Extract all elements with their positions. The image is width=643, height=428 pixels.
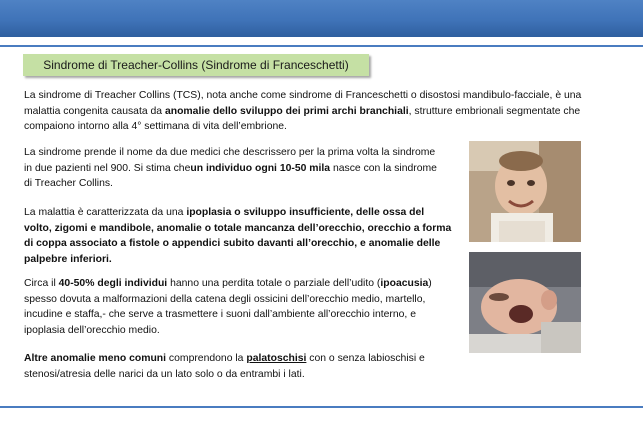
header-divider [0, 45, 643, 47]
text: La sindrome di Treacher Collins (TCS), nota anche come sindrome di Franceschetti o disostosi mandibulo-facciale, è una malattia congenita causata da [24, 90, 582, 117]
slide-title-text: Sindrome di Treacher-Collins (Sindrome di Franceschetti) [43, 58, 349, 72]
text: Circa il [24, 278, 59, 289]
text: con o senza labioschisi e stenosi/atresia delle narici da un lato solo o da entrambi i lati. [24, 353, 425, 380]
bold-text: anomalie dello sviluppo dei primi archi branchiali [164, 105, 409, 117]
text: La malattia è caratterizzata da una [24, 207, 187, 218]
bold-text: ipoplasia o sviluppo insufficiente, delle ossa del volto, zigomi e mandibole, anomalie o totale mancanza dell’orecchio, orecchio a forma di coppa associato a fistole o appendici subito davanti all’orecchio, e anomalie delle palpebre inferiori. [24, 207, 452, 265]
paragraph-other-anomalies [24, 351, 464, 382]
text: hanno una perdita totale o parziale dell’udito ( [167, 278, 381, 289]
text: , strutture embrionali segmentate che compaiono intorno alla 4° settimana di vita dell’embrione. [24, 105, 581, 132]
text: nasce con la sindrome di Treacher Collins. [24, 162, 437, 189]
text: La sindrome prende il nome da due medici che descrissero per la prima volta la sindrome in due pazienti nel 900. Si stima che [24, 147, 436, 174]
header-bar [0, 0, 643, 37]
paragraph-name-origin [24, 145, 444, 192]
infant-crying-photo [469, 252, 581, 353]
bold-text: un individuo ogni 10-50 mila [190, 162, 331, 174]
bold-text: Altre anomalie meno comuni [24, 353, 167, 364]
paragraph-characteristics [24, 205, 454, 267]
slide-title [23, 54, 369, 76]
text: comprendono la [166, 353, 247, 364]
footer-divider [0, 406, 643, 408]
bold-underlined-text: palatoschisi [246, 353, 307, 364]
bold-text: 40-50% degli individui [58, 278, 168, 289]
paragraph-definition [24, 88, 604, 135]
text: ) spesso dovuta a malformazioni della catena degli ossicini dell’orecchio medio, martello, incudine e staffa,- che serve a trasmettere i suoni dall’ambiente all’orecchio interno, e ipoplasia dell’orecchio medio. [24, 278, 432, 336]
child-face-photo [469, 141, 581, 242]
paragraph-hearing-loss [24, 276, 454, 338]
bold-text: ipoacusia [380, 278, 429, 289]
